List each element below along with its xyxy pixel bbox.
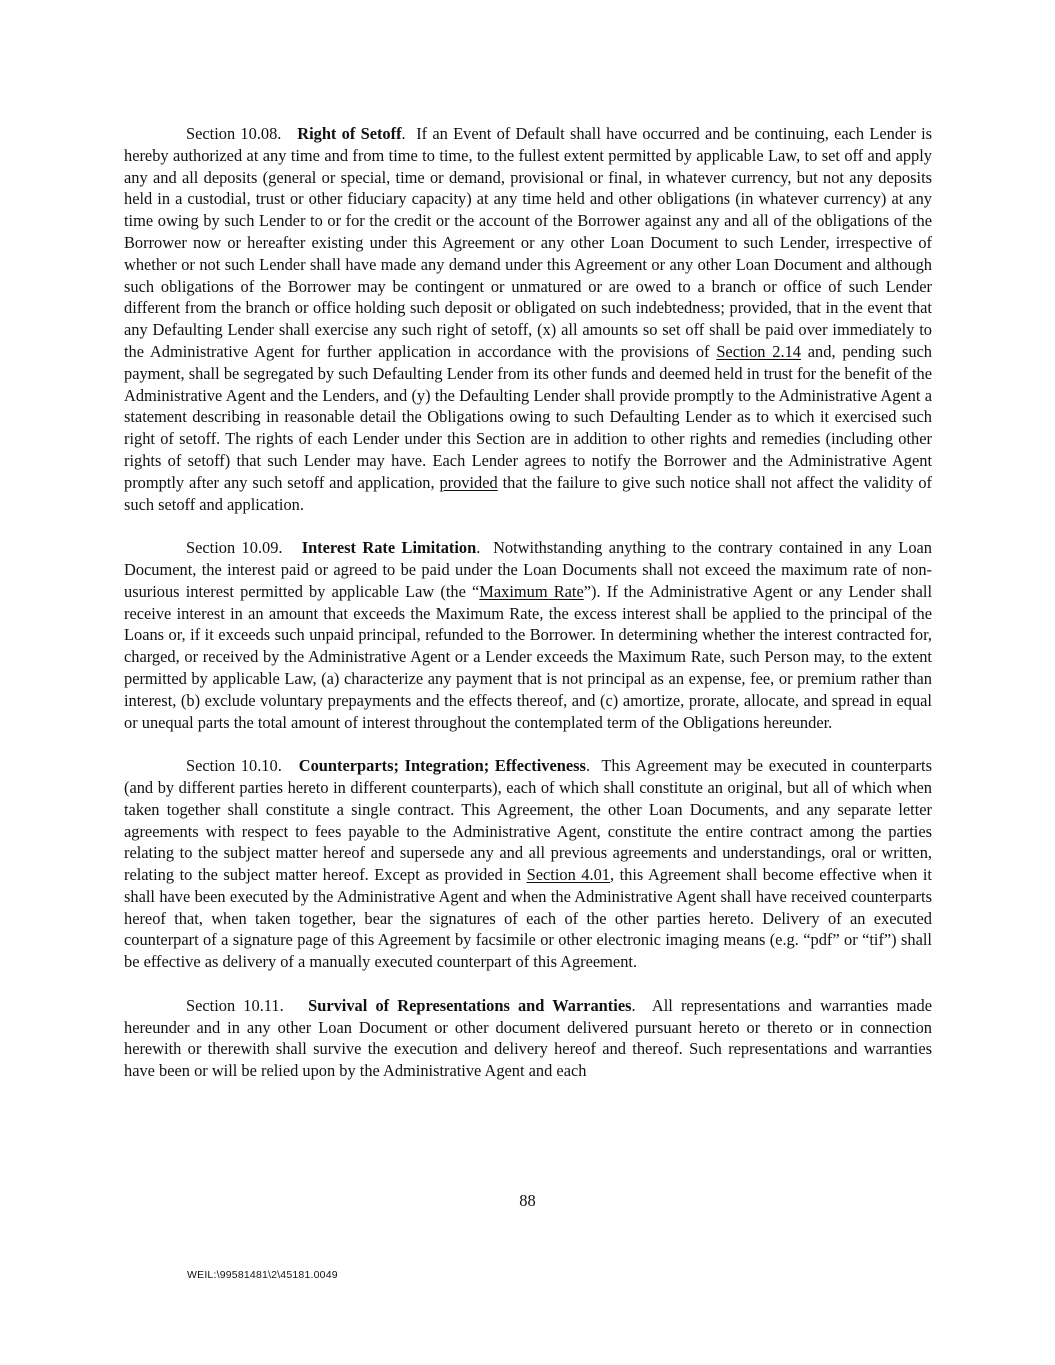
section-heading: Survival of Representations and Warranties (308, 995, 632, 1015)
section-heading: Interest Rate Limitation (301, 538, 477, 558)
section-number: Section 10.08. (186, 124, 282, 143)
section-text: Notwithstanding anything to the contrary contained in any Loan Document, the interest paid or agreed to be paid under the Loan Documents shall not exceed the maximum rate of non-usurious interest permitted by applicable Law (the “ (124, 538, 932, 601)
section-number: Section 10.11. (186, 995, 284, 1015)
section-text: and, pending such payment, shall be segregated by such Defaulting Lender from its other funds and deemed held in trust for the benefit of the Administrative Agent and the Lenders, and (y) the Defaulting Lender shall provide promptly to the Administrative Agent a statement describing in reasonable detail the Obligations owing to such Defaulting Lender as to which it exercised such right of setoff. The rights of each Lender under this Section are in addition to other rights and remedies (including other rights of setoff) that such Lender may have. Each Lender agrees to notify the Borrower and the Administrative Agent promptly after any such setoff and application, (124, 341, 932, 492)
document-body (124, 123, 932, 1104)
section-reference: Section 4.01 (526, 865, 610, 885)
section-10-09: Section 10.09. Interest Rate Limitation. Notwithstanding anything to the contrary contained in any Loan Document, the interest paid or agreed to be paid under the Loan Documents shall not exceed the maximum rate of non-usurious interest permitted by applicable Law (the “Maximum Rate”). If the Administrative Agent or any Lender shall receive interest in an amount that exceeds the Maximum Rate, the excess interest shall be applied to the principal of the Loans or, if it exceeds such unpaid principal, refunded to the Borrower. In determining whether the interest contracted for, charged, or received by the Administrative Agent or a Lender exceeds the Maximum Rate, such Person may, to the extent permitted by applicable Law, (a) characterize any payment that is not principal as an expense, fee, or premium rather than interest, (b) exclude voluntary prepayments and the effects thereof, and (c) amortize, prorate, allocate, and spread in equal or unequal parts the total amount of interest throughout the contemplated term of the Obligations hereunder. (124, 538, 932, 732)
section-text: , this Agreement shall become effective when it shall have been executed by the Administrative Agent and when the Administrative Agent shall have received counterparts hereof that, when taken together, bear the signatures of each of the other parties hereto. Delivery of an executed counterpart of a signature page of this Agreement by facsimile or other electronic imaging means (e.g. “pdf” or “tif”) shall be effective as delivery of a manually executed counterpart of this Agreement. (124, 865, 932, 972)
document-footer-id: WEIL:\99581481\2\45181.0049 (187, 1269, 338, 1281)
section-10-10: Section 10.10. Counterparts; Integration; Effectiveness. This Agreement may be executed in counterparts (and by different parties hereto in different counterparts), each of which shall constitute an original, but all of which when taken together shall constitute a single contract. This Agreement, the other Loan Documents, and any separate letter agreements with respect to fees payable to the Administrative Agent, constitute the entire contract among the parties relating to the subject matter hereof and supersede any and all previous agreements and understandings, oral or written, relating to the subject matter hereof. Except as provided in Section 4.01, this Agreement shall become effective when it shall have been executed by the Administrative Agent and when the Administrative Agent shall have received counterparts hereof that, when taken together, bear the signatures of each of the other parties hereto. Delivery of an executed counterpart of a signature page of this Agreement by facsimile or other electronic imaging means (e.g. “pdf” or “tif”) shall be effective as delivery of a manually executed counterpart of this Agreement. (124, 756, 932, 972)
section-heading: Right of Setoff (297, 124, 402, 143)
section-text: All representations and warranties made hereunder and in any other Loan Document or other document delivered pursuant hereto or thereto or in connection herewith or therewith shall survive the execution and delivery hereof and thereof. Such representations and warranties have been or will be relied upon by the Administrative Agent and each (124, 995, 932, 1081)
section-number: Section 10.09. (186, 538, 283, 558)
section-text: This Agreement may be executed in counterparts (and by different parties hereto in different counterparts), each of which shall constitute an original, but all of which when taken together shall constitute a single contract. This Agreement, the other Loan Documents, and any separate letter agreements with respect to fees payable to the Administrative Agent, constitute the entire contract among the parties relating to the subject matter hereof and supersede any and all previous agreements and understandings, oral or written, relating to the subject matter hereof. Except as provided in (124, 756, 932, 885)
section-reference: provided (439, 472, 498, 492)
section-10-11: Section 10.11. Survival of Representations and Warranties. All representations and warranties made hereunder and in any other Loan Document or other document delivered pursuant hereto or thereto or in connection herewith or therewith shall survive the execution and delivery hereof and thereof. Such representations and warranties have been or will be relied upon by the Administrative Agent and each (124, 995, 932, 1081)
section-reference: Section 2.14 (716, 341, 801, 361)
section-text: If an Event of Default shall have occurred and be continuing, each Lender is hereby authorized at any time and from time to time, to the fullest extent permitted by applicable Law, to set off and apply any and all deposits (general or special, time or demand, provisional or final, in whatever currency, but not any deposits held in a custodial, trust or other fiduciary capacity) at any time held and other obligations (in whatever currency) at any time owing by such Lender to or for the credit or the account of the Borrower against any and all of the obligations of the Borrower now or hereafter existing under this Agreement or any other Loan Document to such Lender, irrespective of whether or not such Lender shall have made any demand under this Agreement or any other Loan Document and although such obligations of the Borrower may be contingent or unmatured or are owed to a branch or office of such Lender different from the branch or office holding such deposit or obligated on such indebtedness; provided, that in the event that any Defaulting Lender shall exercise any such right of setoff, (x) all amounts so set off shall be paid over immediately to the Administrative Agent for further application in accordance with the provisions of (124, 124, 933, 361)
section-text: ”). If the Administrative Agent or any Lender shall receive interest in an amount that exceeds the Maximum Rate, the excess interest shall be applied to the principal of the Loans or, if it exceeds such unpaid principal, refunded to the Borrower. In determining whether the interest contracted for, charged, or received by the Administrative Agent or a Lender exceeds the Maximum Rate, such Person may, to the extent permitted by applicable Law, (a) characterize any payment that is not principal as an expense, fee, or premium rather than interest, (b) exclude voluntary prepayments and the effects thereof, and (c) amortize, prorate, allocate, and spread in equal or unequal parts the total amount of interest throughout the contemplated term of the Obligations hereunder. (124, 581, 932, 732)
section-heading: Counterparts; Integration; Effectiveness (298, 756, 586, 776)
section-reference: Maximum Rate (479, 581, 584, 601)
section-number: Section 10.10. (186, 756, 282, 776)
section-10-08: Section 10.08. Right of Setoff. If an Event of Default shall have occurred and be continuing, each Lender is hereby authorized at any time and from time to time, to the fullest extent permitted by applicable Law, to set off and apply any and all deposits (general or special, time or demand, provisional or final, in whatever currency, but not any deposits held in a custodial, trust or other fiduciary capacity) at any time held and other obligations (in whatever currency) at any time owing by such Lender to or for the credit or the account of the Borrower against any and all of the obligations of the Borrower now or hereafter existing under this Agreement or any other Loan Document to such Lender, irrespective of whether or not such Lender shall have made any demand under this Agreement or any other Loan Document and although such obligations of the Borrower may be contingent or unmatured or are owed to a branch or office of such Lender different from the branch or office holding such deposit or obligated on such indebtedness; provided, that in the event that any Defaulting Lender shall exercise any such right of setoff, (x) all amounts so set off shall be paid over immediately to the Administrative Agent for further application in accordance with the provisions of Section 2.14 and, pending such payment, shall be segregated by such Defaulting Lender from its other funds and deemed held in trust for the benefit of the Administrative Agent and the Lenders, and (y) the Defaulting Lender shall provide promptly to the Administrative Agent a statement describing in reasonable detail the Obligations owing to such Defaulting Lender as to which it exercised such right of setoff. The rights of each Lender under this Section are in addition to other rights and remedies (including other rights of setoff) that such Lender may have. Each Lender agrees to notify the Borrower and the Administrative Agent promptly after any such setoff and application, provided that the failure to give such notice shall not affect the validity of such setoff and application. (124, 124, 933, 514)
section-text: that the failure to give such notice shall not affect the validity of such setoff and application. (124, 472, 932, 514)
page-number: 88 (519, 1191, 536, 1210)
